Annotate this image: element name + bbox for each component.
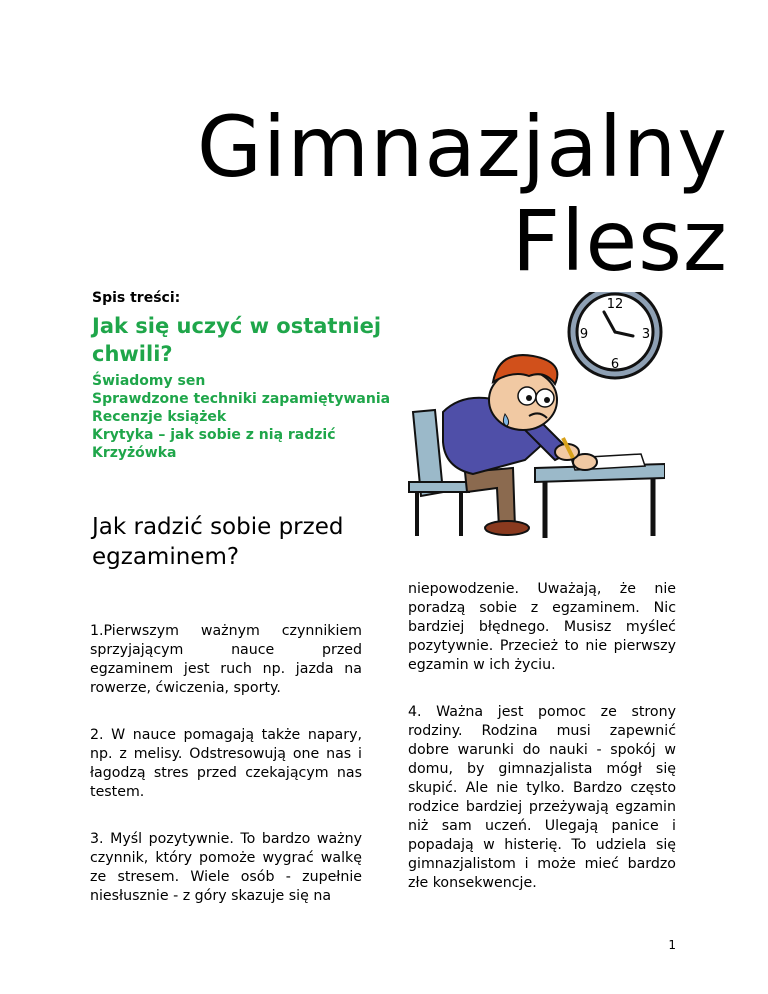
toc-item: Krytyka – jak sobie z nią radzić <box>92 427 336 443</box>
clock-number: 9 <box>579 327 589 342</box>
desk <box>535 454 665 538</box>
masthead-line-2: Flesz <box>511 192 728 290</box>
article-paragraph: 3. Myśl pozytywnie. To bardzo ważny czynnik, który pomoże wygrać walkę ze stresem. Wiele osób - zupełnie niesłusznie - z góry skazuje się na <box>90 831 362 904</box>
clock-number: 12 <box>606 297 624 312</box>
toc-main-topic: Jak się uczyć w ostatniej chwili? <box>92 314 382 366</box>
student-with-clock-icon <box>395 292 665 540</box>
article-paragraph: 2. W nauce pomagają także napary, np. z melisy. Odstresowują one nas i łagodzą stres przed czekającym nas testem. <box>90 727 362 800</box>
toc-label: Spis treści: <box>92 290 181 306</box>
clock-number: 3 <box>641 327 651 342</box>
table-of-contents <box>92 290 392 462</box>
masthead-line-1: Gimnazjalny <box>196 98 728 196</box>
toc-item: Recenzje książek <box>92 409 227 425</box>
article-column-left <box>90 622 362 934</box>
article-paragraph: niepowodzenie. Uważają, że nie poradzą sobie z egzaminem. Nic bardziej błędnego. Musisz myśleć pozytywnie. Przecież to nie pierwszy egzamin w ich życiu. <box>408 581 676 673</box>
toc-item: Krzyżówka <box>92 445 177 461</box>
article-heading: Jak radzić sobie przed egzaminem? <box>92 514 344 570</box>
toc-list <box>92 372 392 462</box>
toc-item: Sprawdzone techniki zapamiętywania <box>92 391 391 407</box>
toc-item: Świadomy sen <box>92 373 206 389</box>
clock-number: 6 <box>610 357 620 372</box>
article-column-right <box>408 580 676 921</box>
article-paragraph: 4. Ważna jest pomoc ze strony rodziny. Rodzina musi zapewnić dobre warunki do nauki - spokój w domu, by gimnazjalista mógł się skupić. Ale nie tylko. Bardzo często rodzice bardziej przeżywają egzamin niż sam uczeń. Ulegają panice i popadają w histerię. To udziela się gimnazjalistom i może mieć bardzo złe konsekwencje. <box>408 704 676 891</box>
page-number: 1 <box>668 938 676 952</box>
clock-icon <box>569 292 661 378</box>
article-paragraph: 1.Pierwszym ważnym czynnikiem sprzyjającym nauce przed egzaminem jest ruch np. jazda na rowerze, ćwiczenia, sporty. <box>90 623 362 696</box>
masthead <box>197 100 728 288</box>
